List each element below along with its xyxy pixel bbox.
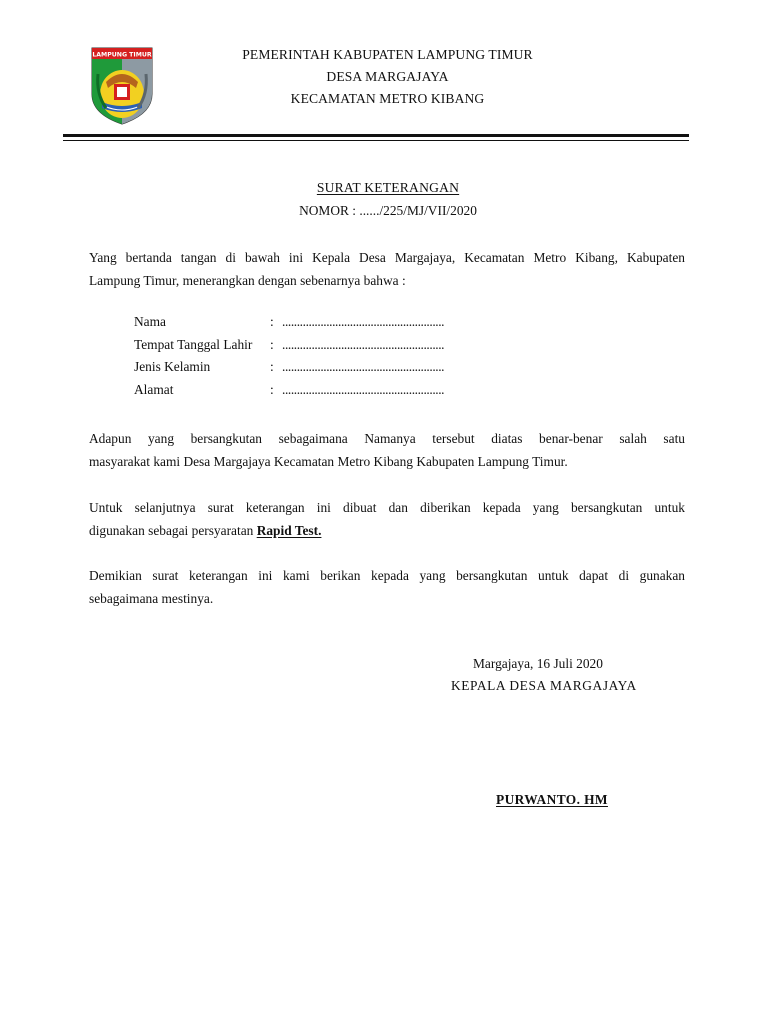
field-colon: : <box>270 381 274 397</box>
letterhead-divider-thick <box>63 134 689 137</box>
purpose-prefix: digunakan sebagai persyaratan <box>89 523 257 538</box>
field-colon: : <box>270 314 274 329</box>
closing-line-1: Demikian surat keterangan ini kami berikan kepada yang bersangkutan untuk dapat di gunakan <box>89 568 685 583</box>
field-colon: : <box>270 336 274 352</box>
closing-paragraph <box>89 564 685 610</box>
purpose-emphasis: Rapid Test. <box>256 523 322 538</box>
letterhead-government: PEMERINTAH KABUPATEN LAMPUNG TIMUR <box>242 47 533 62</box>
emblem-banner-text: LAMPUNG TIMUR <box>92 51 152 59</box>
intro-line-1: Yang bertanda tangan di bawah ini Kepala Desa Margajaya, Kecamatan Metro Kibang, Kabupaten <box>89 250 685 265</box>
letterhead-district: KECAMATAN METRO KIBANG <box>290 91 485 106</box>
lampung-timur-emblem-icon <box>88 44 156 126</box>
field-blank: ....................................................... <box>282 381 445 397</box>
field-blank: ....................................................... <box>282 359 445 374</box>
intro-line-2: Lampung Timur, menerangkan dengan sebenarnya bahwa : <box>89 273 406 288</box>
intro-paragraph <box>89 246 685 292</box>
statement-line-1: Adapun yang bersangkutan sebagaimana Namanya tersebut diatas benar-benar salah satu <box>89 431 685 446</box>
statement-paragraph <box>89 427 685 473</box>
purpose-line-2 <box>89 519 685 542</box>
letterhead <box>160 44 615 110</box>
closing-line-2: sebagaimana mestinya. <box>89 591 214 606</box>
letterhead-village: DESA MARGAJAYA <box>326 69 449 84</box>
statement-line-2: masyarakat kami Desa Margajaya Kecamatan Metro Kibang Kabupaten Lampung Timur. <box>89 454 568 469</box>
field-label: Nama <box>134 314 166 329</box>
letter-number: NOMOR : ....../225/MJ/VII/2020 <box>299 203 477 218</box>
field-label: Tempat Tanggal Lahir <box>134 336 253 352</box>
signature-position: KEPALA DESA MARGAJAYA <box>451 678 637 693</box>
letterhead-divider-thin <box>63 140 689 141</box>
field-label: Alamat <box>134 381 174 397</box>
signature-name: PURWANTO. HM <box>496 792 608 807</box>
field-blank: ....................................................... <box>282 314 445 329</box>
letter-title: SURAT KETERANGAN <box>316 180 460 195</box>
field-blank: ....................................................... <box>282 336 445 352</box>
purpose-line-1: Untuk selanjutnya surat keterangan ini dibuat dan diberikan kepada yang bersangkutan untuk <box>89 500 685 515</box>
signature-place-date: Margajaya, 16 Juli 2020 <box>473 656 603 671</box>
field-colon: : <box>270 359 274 374</box>
purpose-paragraph <box>89 496 685 542</box>
field-label: Jenis Kelamin <box>134 359 211 374</box>
